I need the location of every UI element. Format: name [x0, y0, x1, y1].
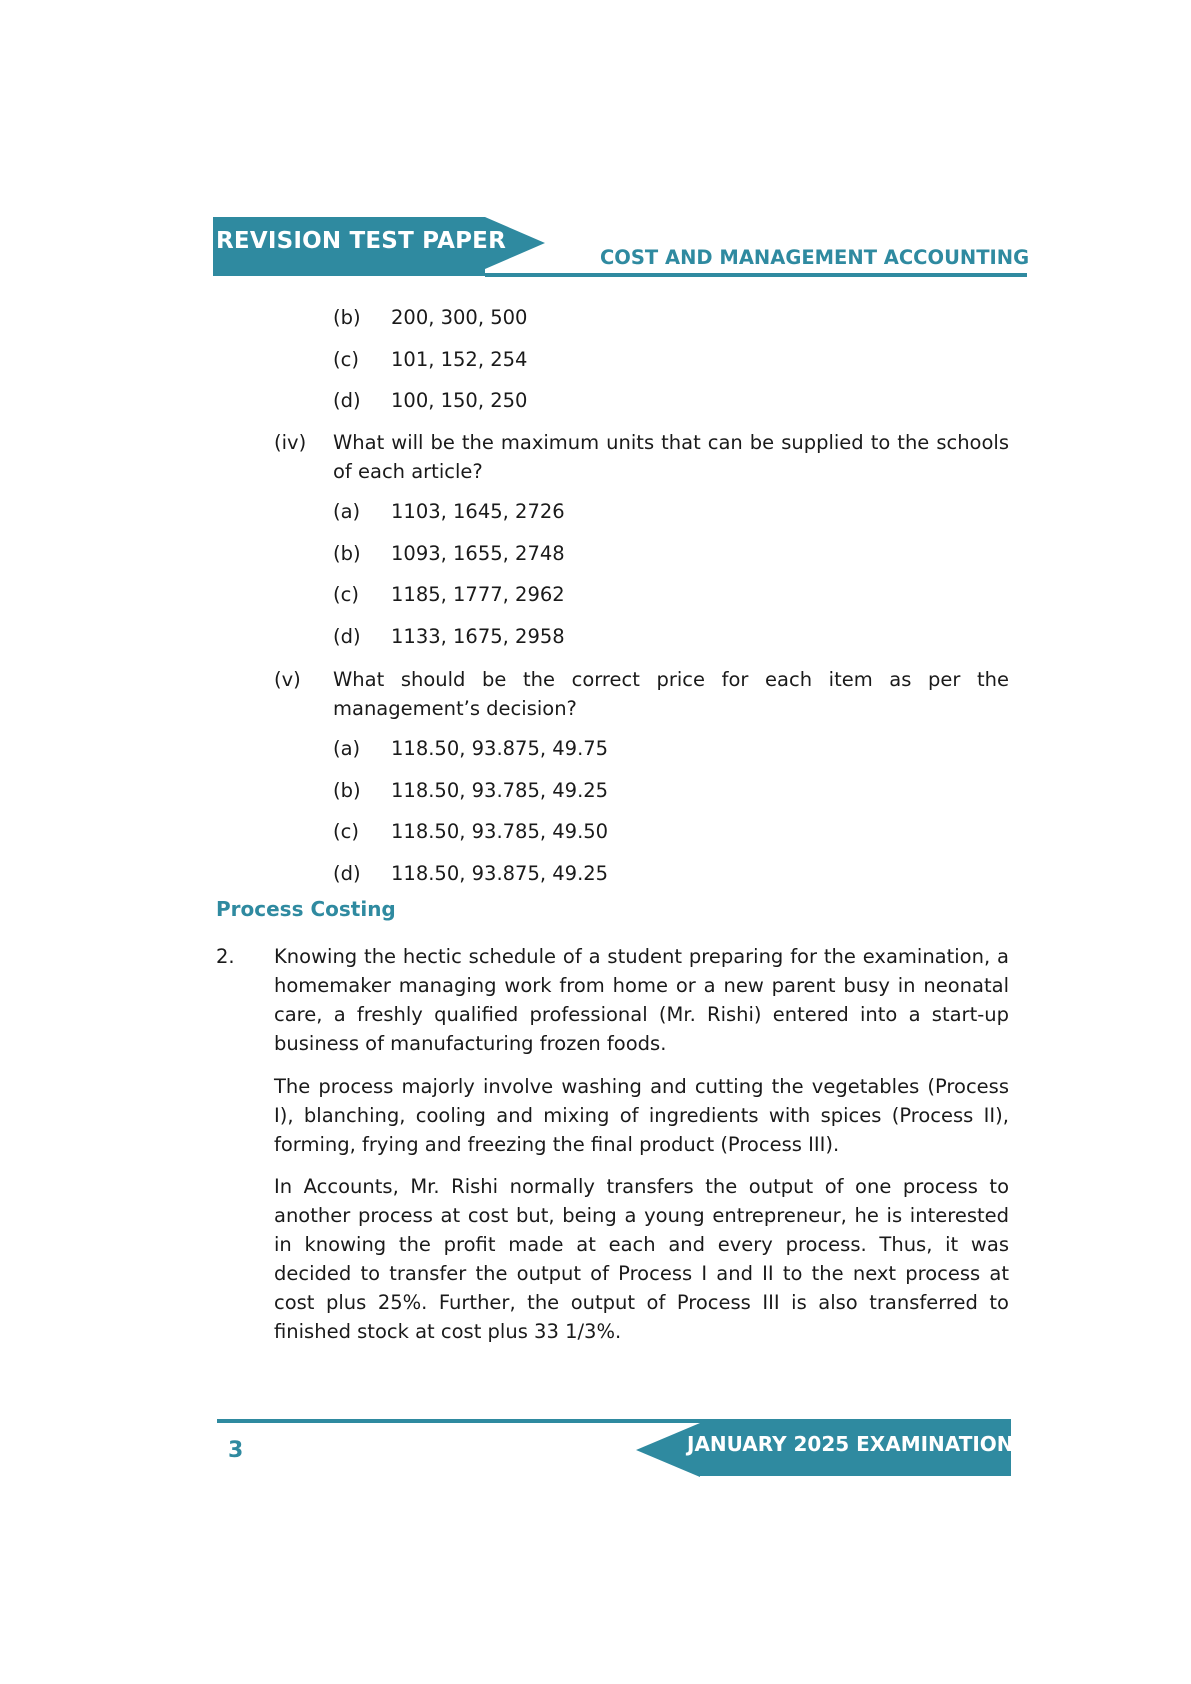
option-text: 1185, 1777, 2962	[391, 583, 565, 606]
header-rule	[485, 273, 1027, 277]
option-label: (d)	[333, 625, 361, 648]
footer-exam-label: JANUARY 2025 EXAMINATION	[687, 1432, 1014, 1456]
option-label: (a)	[333, 500, 361, 523]
section-heading: Process Costing	[216, 897, 396, 921]
question-number: 2.	[216, 945, 235, 968]
option-text: 200, 300, 500	[391, 306, 528, 329]
option-text: 101, 152, 254	[391, 348, 528, 371]
option-text: 118.50, 93.785, 49.50	[391, 820, 609, 843]
page-number: 3	[228, 1438, 244, 1463]
paragraph: The process majorly involve washing and cutting the vegetables (Process I), blanching, cooling and mixing of ingredients with spices (Process II), forming, frying and freezing the final product (Process III).	[274, 1075, 1009, 1156]
option-text: 100, 150, 250	[391, 389, 528, 412]
option-label: (c)	[333, 348, 359, 371]
option-label: (c)	[333, 820, 359, 843]
header-subject: COST AND MANAGEMENT ACCOUNTING	[600, 246, 1030, 269]
option-text: 1103, 1645, 2726	[391, 500, 565, 523]
question-label: (v)	[274, 668, 301, 691]
option-text: 1133, 1675, 2958	[391, 625, 565, 648]
paragraph: In Accounts, Mr. Rishi normally transfers the output of one process to another process at cost but, being a young entrepreneur, he is interested in knowing the profit made at each and every process. Thus, it was decided to transfer the output of Process I and II to the next process at cost plus 25%. Further, the output of Process III is also transferred to finished stock at cost plus 33 1/3%.	[274, 1175, 1009, 1343]
option-label: (d)	[333, 862, 361, 885]
question-text: What will be the maximum units that can be supplied to the schools of each article?	[333, 431, 1009, 483]
option-label: (d)	[333, 389, 361, 412]
option-label: (a)	[333, 737, 361, 760]
option-text: 118.50, 93.875, 49.25	[391, 862, 609, 885]
option-label: (b)	[333, 306, 361, 329]
option-label: (c)	[333, 583, 359, 606]
question-text: What should be the correct price for each item as per the management’s decision?	[333, 668, 1009, 720]
option-label: (b)	[333, 542, 361, 565]
option-label: (b)	[333, 779, 361, 802]
option-text: 118.50, 93.785, 49.25	[391, 779, 609, 802]
question-label: (iv)	[274, 431, 307, 454]
paragraph: Knowing the hectic schedule of a student preparing for the examination, a homemaker managing work from home or a new parent busy in neonatal care, a freshly qualified professional (Mr. Rishi) entered into a start-up business of manufacturing frozen foods.	[274, 945, 1009, 1055]
option-text: 118.50, 93.875, 49.75	[391, 737, 609, 760]
option-text: 1093, 1655, 2748	[391, 542, 565, 565]
header-title: REVISION TEST PAPER	[216, 228, 506, 254]
